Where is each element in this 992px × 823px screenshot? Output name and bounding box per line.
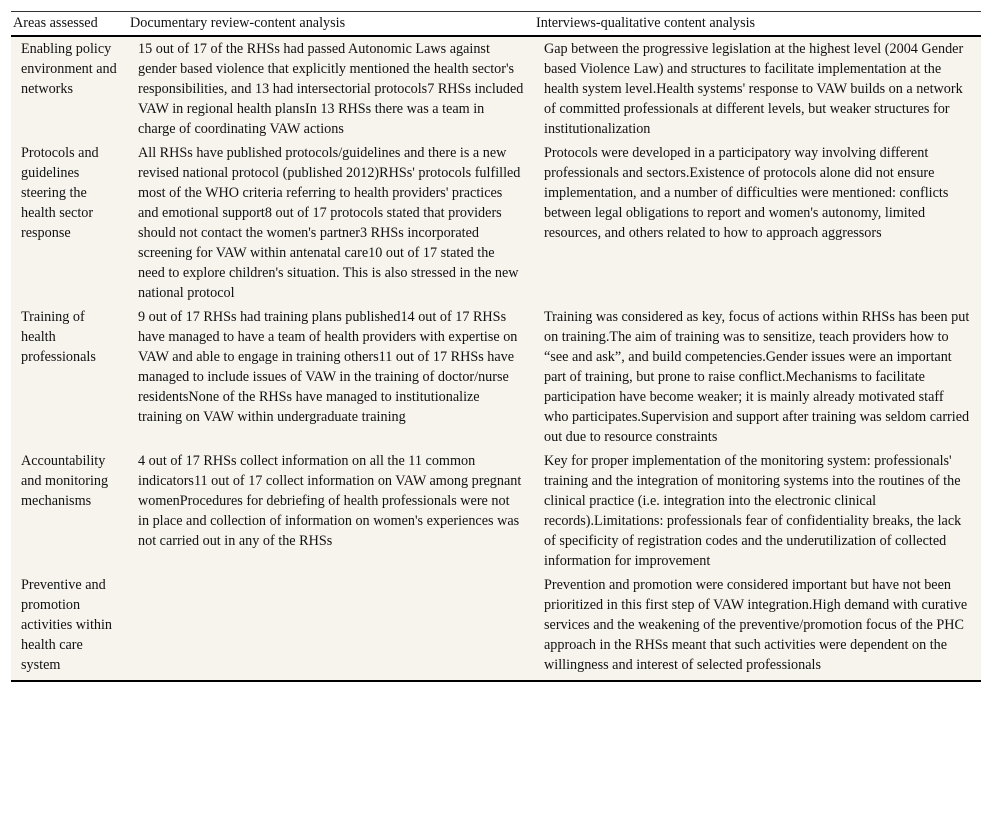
header-documentary-review: Documentary review-content analysis: [128, 12, 534, 37]
table-row: [11, 141, 981, 305]
interviews-cell: Prevention and promotion were considered important but have not been prioritized in this first step of VAW integration.High demand with curative services and the weakening of the preventive/promotion focus of the PHC approach in the RHSs meant that such activities were dependent on the willingness and interest of selected professionals: [534, 573, 981, 681]
documentary-cell: 9 out of 17 RHSs had training plans published14 out of 17 RHSs have managed to have a team of health providers with expertise on VAW and able to engage in training others11 out of 17 RHSs have managed to include issues of VAW in the training of doctor/nurse residentsNone of the RHSs have managed to institutionalize training on VAW within undergraduate training: [128, 305, 534, 449]
area-cell: Protocols and guidelines steering the health sector response: [11, 141, 128, 305]
documentary-cell: [128, 573, 534, 681]
interviews-cell: Gap between the progressive legislation at the highest level (2004 Gender based Violence Law) and structures to facilitate implementation at the health system level.Health systems' response to VAW builds on a network of committed professionals at different levels, but weaker structures for institutionalization: [534, 36, 981, 141]
interviews-cell: Training was considered as key, focus of actions within RHSs has been put on training.The aim of training was to sensitize, teach providers how to “see and ask”, and build competencies.Gender issues were an important part of training, but prone to raise conflict.Mechanisms to facilitate participation have become weaker; it is mainly already motivated staff who participates.Supervision and support after training was seldom carried out due to resource constraints: [534, 305, 981, 449]
table-header-row: [11, 12, 981, 37]
table-row: [11, 449, 981, 573]
table-row: [11, 36, 981, 141]
documentary-cell: All RHSs have published protocols/guidelines and there is a new revised national protocol (published 2012)RHSs' protocols fulfilled most of the WHO criteria referring to health providers' practices and emotional support8 out of 17 protocols stated that providers should not contact the women's partner3 RHSs incorporated screening for VAW within antenatal care10 out of 17 stated the need to explore children's situation. This is also stressed in the new national protocol: [128, 141, 534, 305]
area-cell: Accountability and monitoring mechanisms: [11, 449, 128, 573]
area-cell: Enabling policy environment and networks: [11, 36, 128, 141]
documentary-cell: 4 out of 17 RHSs collect information on all the 11 common indicators11 out of 17 collect information on VAW among pregnant womenProcedures for debriefing of health professionals were not in place and collection of information on women's experiences was not carried out in any of the RHSs: [128, 449, 534, 573]
area-cell: Training of health professionals: [11, 305, 128, 449]
results-table: [11, 11, 981, 682]
interviews-cell: Protocols were developed in a participatory way involving different professionals and sectors.Existence of protocols alone did not ensure implementation, and a number of difficulties were mentioned: conflicts between legal obligations to report and women's autonomy, limited resources, and others related to how to approach aggressors: [534, 141, 981, 305]
documentary-cell: 15 out of 17 of the RHSs had passed Autonomic Laws against gender based violence that explicitly mentioned the health sector's responsibilities, and 13 had intersectorial protocols7 RHSs included VAW in regional health plansIn 13 RHSs there was a team in charge of coordinating VAW actions: [128, 36, 534, 141]
area-cell: Preventive and promotion activities within health care system: [11, 573, 128, 681]
header-areas-assessed: Areas assessed: [11, 12, 128, 37]
header-interviews: Interviews-qualitative content analysis: [534, 12, 981, 37]
table-row: [11, 573, 981, 681]
table-row: [11, 305, 981, 449]
interviews-cell: Key for proper implementation of the monitoring system: professionals' training and the integration of monitoring systems into the routines of the clinical practice (i.e. integration into the electronic clinical records).Limitations: professionals fear of confidentiality breaks, the lack of specificity of registration codes and the underutilization of collected information for improvement: [534, 449, 981, 573]
